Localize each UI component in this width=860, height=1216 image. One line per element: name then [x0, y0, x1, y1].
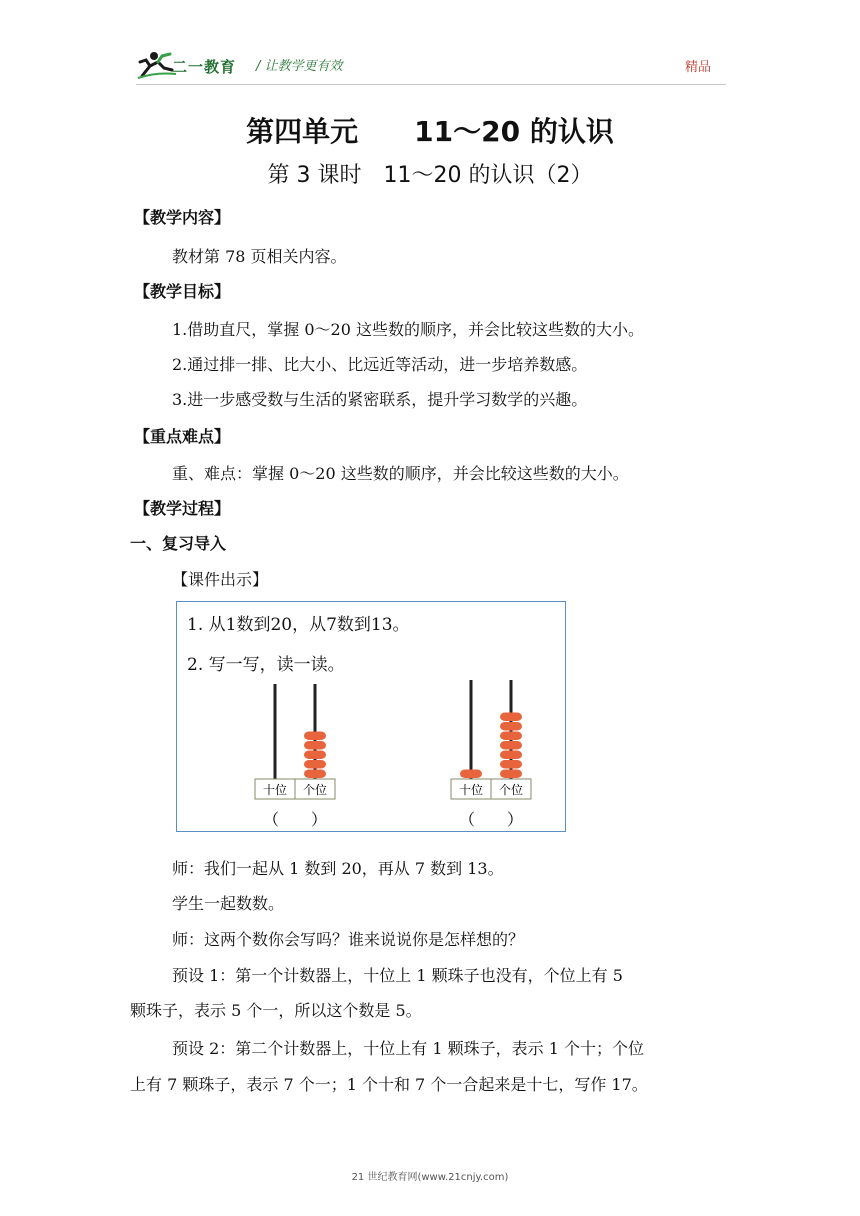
- tens-label: 十位: [262, 783, 288, 797]
- answer-blank: （ ）: [262, 810, 328, 829]
- key-text: 重、难点：掌握 0～20 这些数的顺序，并会比较这些数的大小。: [172, 464, 629, 483]
- goals-heading: 【教学目标】: [134, 282, 231, 301]
- ones-label: 个位: [302, 783, 328, 797]
- bead: [500, 751, 522, 760]
- page-footer: 21 世纪教育网(www.21cnjy.com): [351, 1172, 509, 1183]
- bead: [460, 770, 482, 779]
- slide-line-1: 1. 从1数到20，从7数到13。: [187, 615, 410, 635]
- slide-line-2: 2. 写一写，读一读。: [187, 655, 345, 675]
- paragraph: 学生一起数数。: [172, 894, 285, 913]
- abacus-diagram: [177, 602, 565, 831]
- paragraph: 颗珠子，表示 5 个一，所以这个数是 5。: [130, 1001, 422, 1020]
- page-header: [0, 0, 860, 90]
- header-divider: [136, 84, 726, 85]
- goal-item: 2.通过排一排、比大小、比远近等活动，进一步培养数感。: [172, 355, 588, 374]
- slogan: / 让教学更有效: [256, 59, 343, 74]
- logo-text: 二一教育: [172, 58, 237, 76]
- process-heading: 【教学过程】: [134, 499, 231, 518]
- bead: [304, 741, 326, 750]
- bead: [500, 732, 522, 741]
- unit-title: 第四单元 11～20 的认识: [246, 115, 614, 148]
- bead: [500, 713, 522, 722]
- bead: [500, 770, 522, 779]
- bead: [500, 760, 522, 769]
- bead: [500, 722, 522, 731]
- lesson-title: 第 3 课时 11～20 的认识（2）: [267, 163, 593, 188]
- goal-item: 1.借助直尺，掌握 0～20 这些数的顺序，并会比较这些数的大小。: [172, 320, 644, 339]
- goal-item: 3.进一步感受数与生活的紧密联系，提升学习数学的兴趣。: [172, 390, 588, 409]
- slide-label: 【课件出示】: [172, 570, 269, 589]
- paragraph: 预设 1：第一个计数器上，十位上 1 颗珠子也没有，个位上有 5: [172, 966, 623, 985]
- paragraph: 师：我们一起从 1 数到 20，再从 7 数到 13。: [172, 859, 504, 878]
- paragraph: 上有 7 颗珠子，表示 7 个一；1 个十和 7 个一合起来是十七，写作 17。: [130, 1075, 648, 1094]
- bead: [304, 760, 326, 769]
- courseware-slide: [176, 601, 566, 832]
- content-heading: 【教学内容】: [134, 208, 231, 227]
- ones-label: 个位: [498, 783, 524, 797]
- paragraph: 师：这两个数你会写吗？谁来说说你是怎样想的？: [172, 930, 525, 949]
- part-heading: 一、复习导入: [130, 534, 227, 553]
- content-text: 教材第 78 页相关内容。: [172, 247, 347, 266]
- bead: [304, 770, 326, 779]
- quality-badge: 精品: [685, 60, 712, 75]
- key-heading: 【重点难点】: [134, 427, 231, 446]
- answer-blank: （ ）: [458, 810, 524, 829]
- bead: [304, 751, 326, 760]
- bead: [500, 741, 522, 750]
- bead: [304, 732, 326, 741]
- tens-label: 十位: [458, 783, 484, 797]
- paragraph: 预设 2：第二个计数器上，十位上有 1 颗珠子，表示 1 个十；个位: [172, 1039, 644, 1058]
